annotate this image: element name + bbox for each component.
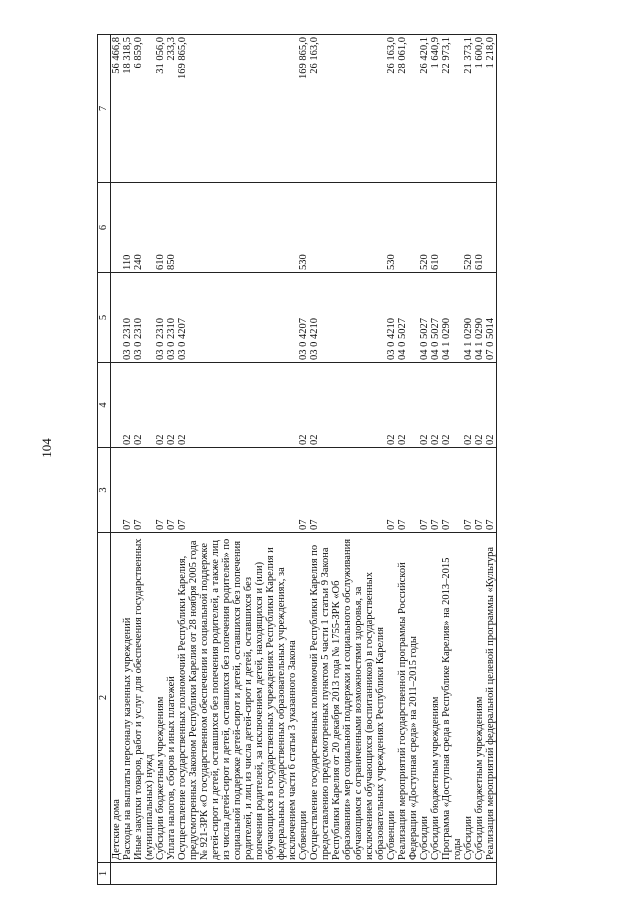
row-subsection-code: 02 <box>419 363 430 448</box>
row-subsection-code: 02 <box>309 363 386 448</box>
row-section-code: 07 <box>166 448 177 533</box>
row-subsection-code <box>111 363 123 448</box>
row-expense-type: 520 <box>419 183 430 273</box>
row-expense-type: 240 <box>133 183 155 273</box>
row-target-article: 03 0 4207 <box>177 273 298 363</box>
row-expense-type <box>397 183 419 273</box>
row-amount: 22 973,1 <box>441 35 463 183</box>
row-amount: 31 056,0 <box>155 35 166 183</box>
cell-col-1 <box>397 863 419 885</box>
row-amount: 26 163,0 <box>386 35 397 183</box>
row-amount: 169 865,0 <box>177 35 298 183</box>
cell-col-1 <box>441 863 463 885</box>
row-amount: 6 859,0 <box>133 35 155 183</box>
row-section-code: 07 <box>441 448 463 533</box>
table-row <box>463 35 474 885</box>
row-target-article: 03 0 2310 <box>155 273 166 363</box>
table-body <box>111 35 497 885</box>
row-subsection-code: 02 <box>155 363 166 448</box>
row-name: Субсидии <box>463 533 474 863</box>
row-section-code: 07 <box>155 448 166 533</box>
row-name: Расходы на выплаты персоналу казенных учреждений <box>122 533 133 863</box>
row-expense-type: 530 <box>298 183 309 273</box>
header-col-7: 7 <box>98 35 111 183</box>
row-target-article: 03 0 4207 <box>298 273 309 363</box>
row-expense-type <box>111 183 123 273</box>
row-expense-type: 610 <box>430 183 441 273</box>
cell-col-1 <box>485 863 497 885</box>
table-row <box>309 35 386 885</box>
row-section-code: 07 <box>386 448 397 533</box>
row-subsection-code: 02 <box>463 363 474 448</box>
row-name: Осуществление государственных полномочий Республики Карелия по предоставлению предусмотренных пунктом 5 части 1 статьи 9 Закона Республики Карелия от 20 декабря 2013 года № 1755-ЗРК «Об образовании» мер социальной поддержки и социального обслуживания обучающимся с ограниченными возможностями здоровья, за исключением обучающихся (воспитанников) в государственных образовательных учреждениях Республики Карелия <box>309 533 386 863</box>
row-name: Субсидии <box>419 533 430 863</box>
table-row <box>155 35 166 885</box>
row-section-code: 07 <box>177 448 298 533</box>
row-section-code: 07 <box>298 448 309 533</box>
table-row <box>441 35 463 885</box>
table-row <box>474 35 485 885</box>
row-subsection-code: 02 <box>386 363 397 448</box>
header-col-4: 4 <box>98 363 111 448</box>
row-name: Иные закупки товаров, работ и услуг для обеспечения государственных (муниципальных) нужд <box>133 533 155 863</box>
cell-col-1 <box>386 863 397 885</box>
cell-col-1 <box>133 863 155 885</box>
row-target-article: 03 0 4210 <box>386 273 397 363</box>
header-col-1: 1 <box>98 863 111 885</box>
cell-col-1 <box>309 863 386 885</box>
table-row <box>133 35 155 885</box>
table-row <box>177 35 298 885</box>
row-expense-type: 110 <box>122 183 133 273</box>
row-name: Программа «Доступная среда в Республике Карелия» на 2013–2015 годы <box>441 533 463 863</box>
row-amount: 1 600,0 <box>474 35 485 183</box>
header-col-6: 6 <box>98 183 111 273</box>
cell-col-1 <box>177 863 298 885</box>
row-expense-type: 610 <box>155 183 166 273</box>
row-target-article: 04 1 0290 <box>474 273 485 363</box>
row-name: Субвенции <box>386 533 397 863</box>
row-amount: 18 318,5 <box>122 35 133 183</box>
row-section-code <box>111 448 123 533</box>
row-expense-type: 530 <box>386 183 397 273</box>
row-amount: 28 061,0 <box>397 35 419 183</box>
row-name: Субсидии бюджетным учреждениям <box>430 533 441 863</box>
row-name: Субсидии бюджетным учреждениям <box>474 533 485 863</box>
row-section-code: 07 <box>485 448 497 533</box>
rotated-table-container <box>97 35 563 885</box>
cell-col-1 <box>298 863 309 885</box>
row-amount: 26 420,1 <box>419 35 430 183</box>
row-target-article: 04 1 0290 <box>441 273 463 363</box>
cell-col-1 <box>166 863 177 885</box>
row-target-article: 04 1 0290 <box>463 273 474 363</box>
row-subsection-code: 02 <box>166 363 177 448</box>
row-target-article: 07 0 5014 <box>485 273 497 363</box>
row-section-code: 07 <box>474 448 485 533</box>
row-name: Субвенции <box>298 533 309 863</box>
table-header-row <box>98 35 111 885</box>
row-subsection-code: 02 <box>133 363 155 448</box>
row-subsection-code: 02 <box>298 363 309 448</box>
row-name: Реализация мероприятий государственной программы Российской Федерации «Доступная среда» на 2011–2015 годы <box>397 533 419 863</box>
cell-col-1 <box>474 863 485 885</box>
table-row <box>430 35 441 885</box>
row-amount: 21 373,1 <box>463 35 474 183</box>
row-name: Реализация мероприятий федеральной целевой программы «Культура <box>485 533 497 863</box>
row-section-code: 07 <box>419 448 430 533</box>
row-target-article <box>111 273 123 363</box>
row-target-article: 04 0 5027 <box>430 273 441 363</box>
row-target-article: 03 0 2310 <box>133 273 155 363</box>
row-amount: 233,3 <box>166 35 177 183</box>
header-col-3: 3 <box>98 448 111 533</box>
row-expense-type: 610 <box>474 183 485 273</box>
row-expense-type <box>177 183 298 273</box>
row-subsection-code: 02 <box>122 363 133 448</box>
row-expense-type <box>485 183 497 273</box>
row-subsection-code: 02 <box>430 363 441 448</box>
row-subsection-code: 02 <box>485 363 497 448</box>
table-row <box>111 35 123 885</box>
row-expense-type: 520 <box>463 183 474 273</box>
row-amount: 1 640,9 <box>430 35 441 183</box>
row-section-code: 07 <box>309 448 386 533</box>
row-section-code: 07 <box>430 448 441 533</box>
row-expense-type <box>309 183 386 273</box>
row-target-article: 04 0 5027 <box>397 273 419 363</box>
table-row <box>386 35 397 885</box>
cell-col-1 <box>419 863 430 885</box>
row-name: Осуществление государственных полномочий Республики Карелия, предусмотренных Законом Республики Карелия от 28 ноября 2005 года № 921-ЗРК «О государственном обеспечении и социальной поддержке детей-сирот и детей, оставшихся без попечения родителей, а также лиц из числа детей-сирот и детей, оставшихся без попечения родителей» по социальной поддержке детей-сирот и детей, оставшихся без попечения родителей, и лиц из числа детей-сирот и детей, оставшихся без попечения родителей, за исключением детей, находящихся и (или) обучающихся в государственных учреждениях Республики Карелия и федеральных государственных образовательных учреждениях, за исключением части 6 статьи 3 указанного Закона <box>177 533 298 863</box>
row-subsection-code: 02 <box>397 363 419 448</box>
table-row <box>122 35 133 885</box>
row-section-code: 07 <box>397 448 419 533</box>
row-target-article: 03 0 2310 <box>122 273 133 363</box>
row-target-article: 04 0 5027 <box>419 273 430 363</box>
row-section-code: 07 <box>463 448 474 533</box>
row-target-article: 03 0 4210 <box>309 273 386 363</box>
row-name: Субсидии бюджетным учреждениям <box>155 533 166 863</box>
row-name: Уплата налогов, сборов и иных платежей <box>166 533 177 863</box>
row-expense-type: 850 <box>166 183 177 273</box>
row-section-code: 07 <box>122 448 133 533</box>
cell-col-1 <box>430 863 441 885</box>
row-amount: 169 865,0 <box>298 35 309 183</box>
row-subsection-code: 02 <box>177 363 298 448</box>
table-row <box>485 35 497 885</box>
table-row <box>166 35 177 885</box>
cell-col-1 <box>111 863 123 885</box>
row-section-code: 07 <box>133 448 155 533</box>
row-target-article: 03 0 2310 <box>166 273 177 363</box>
header-col-5: 5 <box>98 273 111 363</box>
row-amount: 1 218,0 <box>485 35 497 183</box>
row-subsection-code: 02 <box>474 363 485 448</box>
cell-col-1 <box>155 863 166 885</box>
cell-col-1 <box>122 863 133 885</box>
table-row <box>419 35 430 885</box>
row-amount: 56 466,8 <box>111 35 123 183</box>
cell-col-1 <box>463 863 474 885</box>
page-number: 104 <box>39 438 54 458</box>
table-row <box>397 35 419 885</box>
row-expense-type <box>441 183 463 273</box>
budget-table <box>97 34 497 885</box>
row-name: Детские дома <box>111 533 123 863</box>
header-col-2: 2 <box>98 533 111 863</box>
table-row <box>298 35 309 885</box>
row-amount: 26 163,0 <box>309 35 386 183</box>
row-subsection-code: 02 <box>441 363 463 448</box>
